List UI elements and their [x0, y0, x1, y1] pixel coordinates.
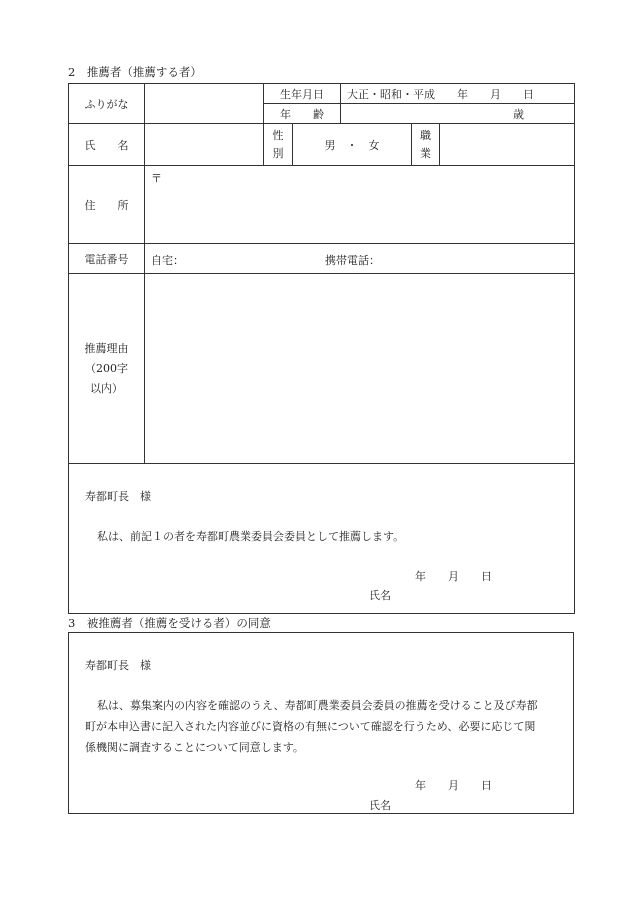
age-label: 年 齢: [264, 104, 341, 124]
section2-title: 2 推薦者（推薦する者）: [68, 65, 202, 79]
job-field[interactable]: [440, 124, 575, 166]
consent-addressee: 寿都町長 様: [85, 659, 151, 672]
reason-label-line2: （200字: [85, 361, 128, 375]
phone-field[interactable]: [145, 244, 575, 274]
furigana-field[interactable]: [145, 84, 264, 124]
consent-statement-line1: 私は、募集案内の内容を確認のうえ、寿都町農業委員会委員の推薦を受けること及び寿都: [97, 699, 538, 712]
address-label: 住 所: [69, 166, 145, 244]
reason-field[interactable]: [145, 274, 575, 464]
address-field[interactable]: [145, 166, 575, 244]
phone-label: 電話番号: [69, 244, 145, 274]
birth-label: 生年月日: [264, 84, 341, 104]
nominator-statement: 私は、前記１の者を寿都町農業委員会委員として推薦します。: [97, 530, 405, 543]
reason-label-line3: 以内）: [90, 381, 123, 395]
sex-choice[interactable]: 男 ・ 女: [293, 124, 412, 166]
consent-box: [68, 632, 574, 814]
name-field[interactable]: [145, 124, 264, 166]
consent-signature[interactable]: 氏名: [369, 799, 391, 812]
sex-label: [264, 124, 293, 166]
age-unit: 歳: [513, 107, 525, 121]
job-label: [412, 124, 440, 166]
job-label-line2: 業: [420, 146, 431, 160]
name-label: 氏 名: [69, 124, 145, 166]
reason-label-line1: 推薦理由: [84, 341, 129, 355]
consent-statement-line3: 係機関に調査することについて同意します。: [85, 741, 304, 754]
section3-title: 3 被推薦者（推薦を受ける者）の同意: [68, 616, 271, 630]
age-field[interactable]: [341, 104, 575, 124]
postal-mark: 〒: [151, 172, 162, 185]
home-phone-label: 自宅：: [151, 254, 184, 267]
nominator-signature[interactable]: 氏名: [369, 589, 391, 602]
mobile-phone-label: 携帯電話：: [325, 254, 380, 267]
nominator-form-table: [68, 83, 575, 614]
nominator-declaration: [69, 464, 575, 614]
consent-date[interactable]: 年 月 日: [415, 779, 492, 792]
reason-label: [69, 274, 145, 464]
job-label-line1: 職: [420, 128, 431, 142]
nominator-date[interactable]: 年 月 日: [415, 570, 492, 583]
furigana-label: ふりがな: [69, 84, 145, 124]
nominator-addressee: 寿都町長 様: [85, 490, 151, 503]
sex-label-line1: 性: [272, 128, 284, 142]
birth-value[interactable]: 大正・昭和・平成 年 月 日: [341, 84, 575, 104]
sex-label-line2: 別: [272, 146, 284, 160]
consent-statement-line2: 町が本申込書に記入された内容並びに資格の有無について確認を行うため、必要に応じて関: [85, 720, 536, 733]
